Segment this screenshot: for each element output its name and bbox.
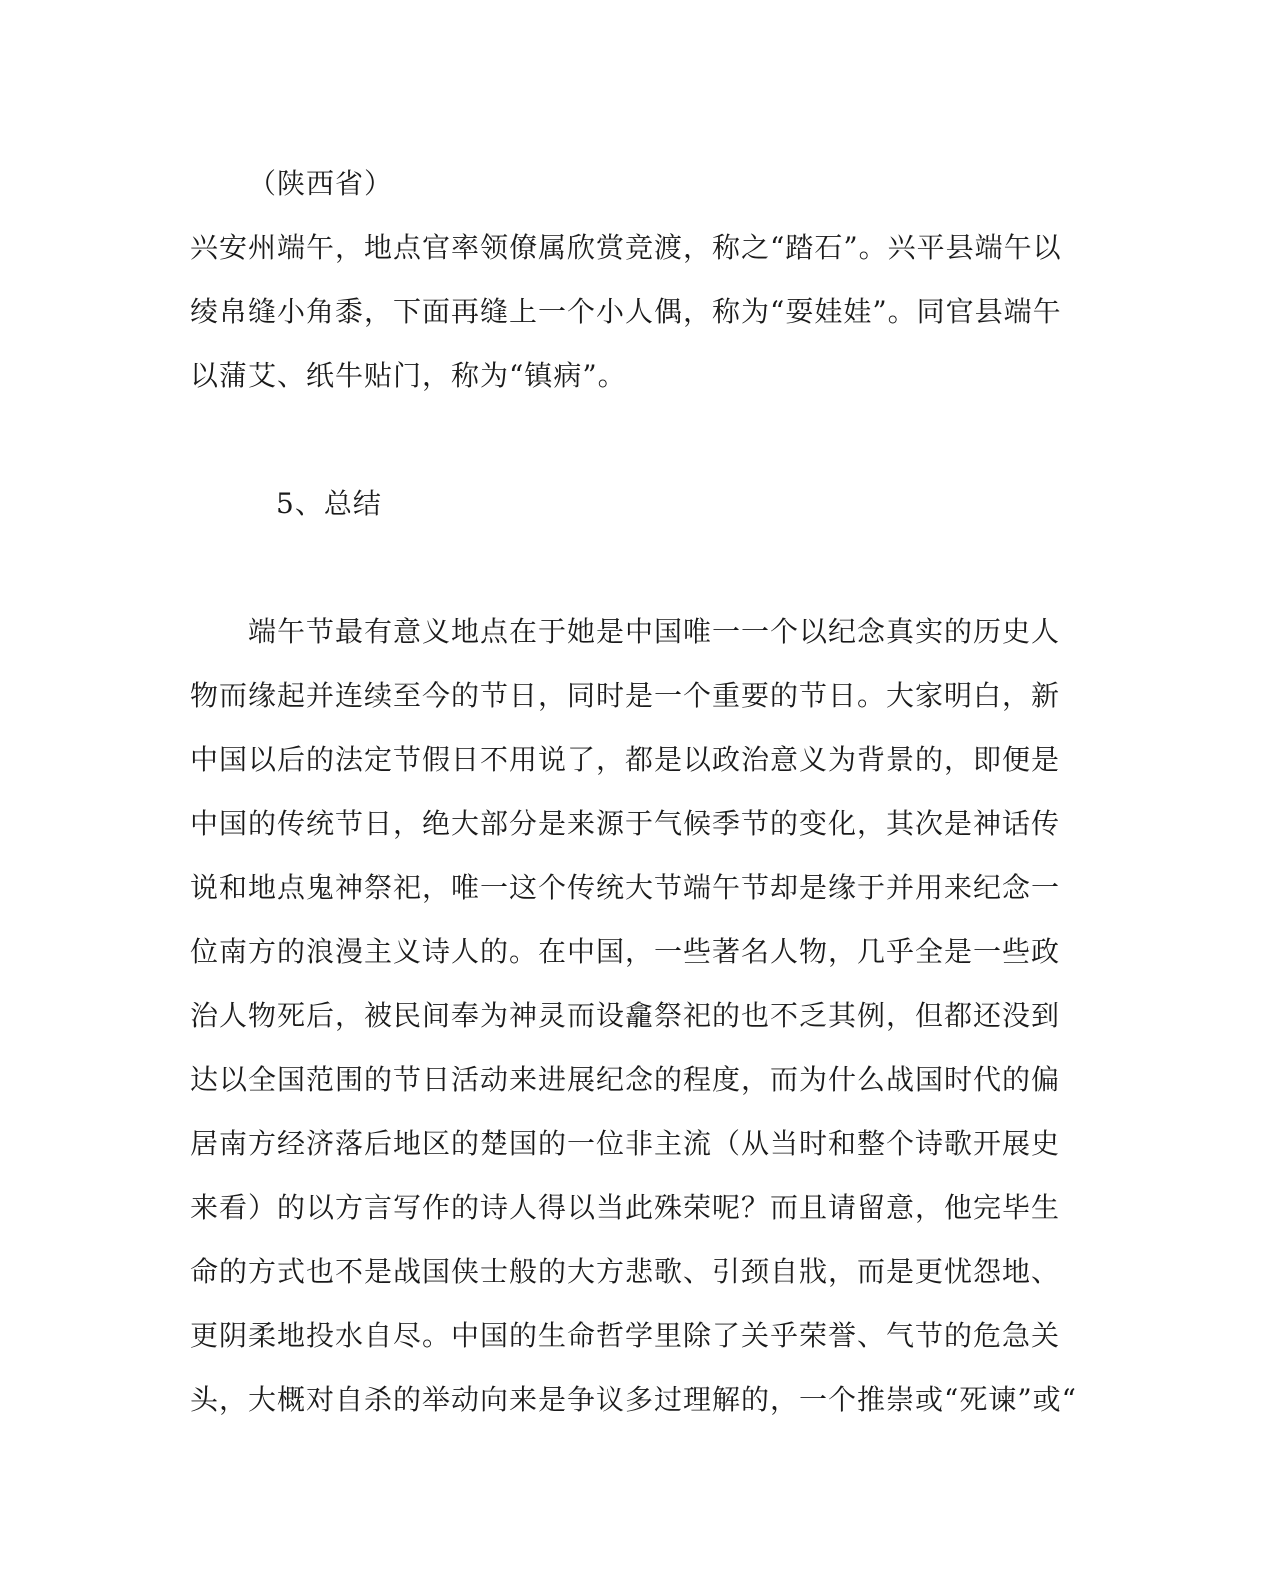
paragraph-line: 达以全国范围的节日活动来进展纪念的程度，而为什么战国时代的偏 bbox=[190, 1063, 1061, 1096]
paragraph-line: 物而缘起并连续至今的节日，同时是一个重要的节日。大家明白，新 bbox=[190, 679, 1061, 712]
paragraph-line: 命的方式也不是战国侠士般的大方悲歌、引颈自戕，而是更忧怨地、 bbox=[190, 1255, 1061, 1288]
paragraph-line: 头，大概对自杀的举动向来是争议多过理解的，一个推崇或“死谏”或“ bbox=[190, 1383, 1077, 1416]
paragraph-line: 以蒲艾、纸牛贴门，称为“镇病”。 bbox=[190, 359, 627, 392]
paragraph-line: 端午节最有意义地点在于她是中国唯一一个以纪念真实的历史人 bbox=[248, 615, 1061, 648]
paragraph-line: 说和地点鬼神祭祀，唯一这个传统大节端午节却是缘于并用来纪念一 bbox=[190, 871, 1061, 904]
paragraph-line: 居南方经济落后地区的楚国的一位非主流（从当时和整个诗歌开展史 bbox=[190, 1127, 1061, 1160]
paragraph-line: 更阴柔地投水自尽。中国的生命哲学里除了关乎荣誉、气节的危急关 bbox=[190, 1319, 1061, 1352]
paragraph-line: 治人物死后，被民间奉为神灵而设龕祭祀的也不乏其例，但都还没到 bbox=[190, 999, 1061, 1032]
region-heading: （陕西省） bbox=[248, 167, 394, 200]
paragraph-line: 中国以后的法定节假日不用说了，都是以政治意义为背景的，即便是 bbox=[190, 743, 1061, 776]
paragraph-line: 位南方的浪漫主义诗人的。在中国，一些著名人物，几乎全是一些政 bbox=[190, 935, 1061, 968]
paragraph-line: 兴安州端午，地点官率领僚属欣赏竞渡，称之“踏石”。兴平县端午以 bbox=[190, 231, 1062, 264]
paragraph-line: 绫帛缝小角黍，下面再缝上一个小人偶，称为“耍娃娃”。同官县端午 bbox=[190, 295, 1062, 328]
paragraph-line: 来看）的以方言写作的诗人得以当此殊荣呢？而且请留意，他完毕生 bbox=[190, 1191, 1061, 1224]
section-heading: 5、总结 bbox=[276, 487, 382, 520]
paragraph-line: 中国的传统节日，绝大部分是来源于气候季节的变化，其次是神话传 bbox=[190, 807, 1061, 840]
